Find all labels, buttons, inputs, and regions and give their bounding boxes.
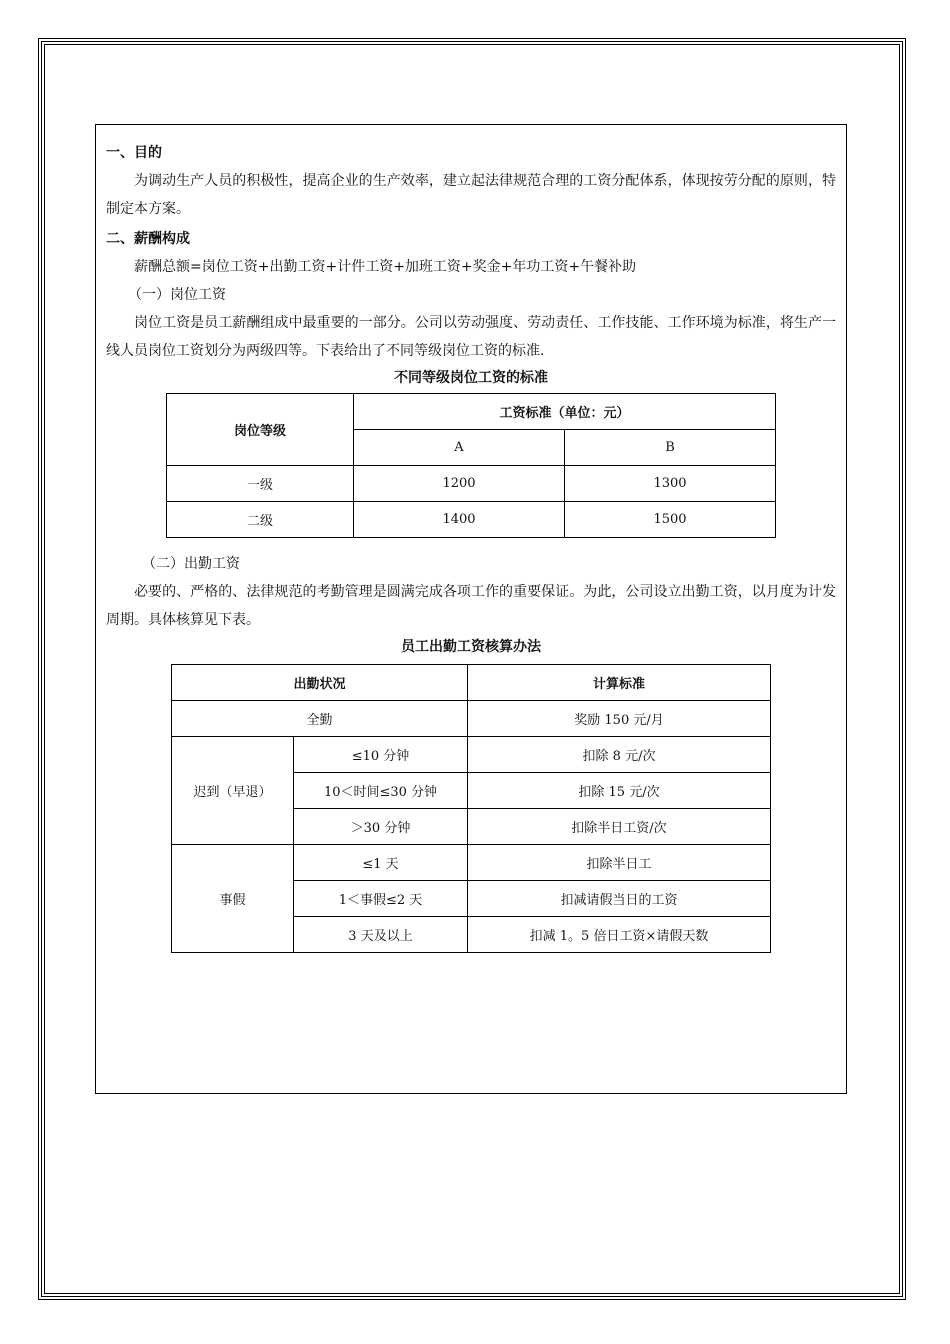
subsection-1-title: （一）岗位工资 xyxy=(128,287,226,303)
subsection-2-paragraph: 必要的、严格的、法律规范的考勤管理是圆满完成各项工作的重要保证。为此，公司设立出勤工资，以月度为计发周期。具体核算见下表。 xyxy=(106,584,836,628)
grade-cell: 二级 xyxy=(167,502,354,538)
calc-cell: 扣除半日工 xyxy=(468,845,771,881)
header-standard: 工资标准（单位：元） xyxy=(354,394,776,430)
wage-b-cell: 1300 xyxy=(564,466,775,502)
section-1-paragraph: 为调动生产人员的积极性，提高企业的生产效率，建立起法律规范合理的工资分配体系，体现按劳分配的原则，特制定本方案。 xyxy=(106,173,836,217)
table-row xyxy=(172,701,771,737)
condition-cell: 1＜事假≤2 天 xyxy=(294,881,468,917)
wage-b-cell: 1500 xyxy=(564,502,775,538)
calc-cell: 扣除半日工资/次 xyxy=(468,809,771,845)
table-row xyxy=(167,466,776,502)
full-attendance-cell: 全勤 xyxy=(172,701,468,737)
condition-cell: ≤1 天 xyxy=(294,845,468,881)
document-body xyxy=(95,124,847,1094)
header-col-b: B xyxy=(564,430,775,466)
header-status: 出勤状况 xyxy=(172,665,468,701)
late-label-cell: 迟到（早退） xyxy=(172,737,294,845)
table-2-caption: 员工出勤工资核算办法 xyxy=(401,639,541,655)
header-col-a: A xyxy=(354,430,565,466)
table-1-caption: 不同等级岗位工资的标准 xyxy=(394,370,548,386)
position-wage-table xyxy=(166,393,776,538)
calc-cell: 扣除 15 元/次 xyxy=(468,773,771,809)
grade-cell: 一级 xyxy=(167,466,354,502)
condition-cell: ＞30 分钟 xyxy=(294,809,468,845)
calc-cell: 奖励 150 元/月 xyxy=(468,701,771,737)
salary-formula: 薪酬总额=岗位工资+出勤工资+计件工资+加班工资+奖金+年功工资+午餐补助 xyxy=(134,259,637,275)
header-calc: 计算标准 xyxy=(468,665,771,701)
condition-cell: 10＜时间≤30 分钟 xyxy=(294,773,468,809)
calc-cell: 扣除 8 元/次 xyxy=(468,737,771,773)
table-row xyxy=(172,845,771,881)
section-2-title: 二、薪酬构成 xyxy=(106,231,190,247)
table-row xyxy=(172,737,771,773)
attendance-wage-table xyxy=(171,664,771,953)
condition-cell: ≤10 分钟 xyxy=(294,737,468,773)
wage-a-cell: 1400 xyxy=(354,502,565,538)
table-row xyxy=(167,502,776,538)
subsection-2-title: （二）出勤工资 xyxy=(142,556,240,572)
calc-cell: 扣减 1。5 倍日工资×请假天数 xyxy=(468,917,771,953)
wage-a-cell: 1200 xyxy=(354,466,565,502)
header-grade: 岗位等级 xyxy=(167,394,354,466)
section-1-title: 一、目的 xyxy=(106,145,162,161)
leave-label-cell: 事假 xyxy=(172,845,294,953)
condition-cell: 3 天及以上 xyxy=(294,917,468,953)
subsection-1-paragraph: 岗位工资是员工薪酬组成中最重要的一部分。公司以劳动强度、劳动责任、工作技能、工作环境为标准，将生产一线人员岗位工资划分为两级四等。下表给出了不同等级岗位工资的标准. xyxy=(106,315,836,359)
calc-cell: 扣减请假当日的工资 xyxy=(468,881,771,917)
